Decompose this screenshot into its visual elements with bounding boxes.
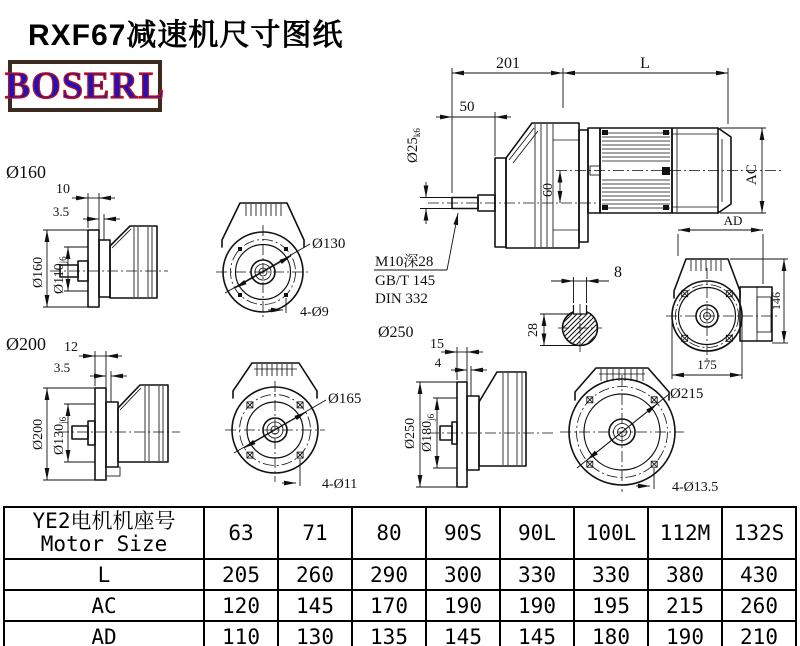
motor-size-label-en: Motor Size [40,532,168,556]
table-cell: 190 [500,590,574,621]
dim-flange160-od: Ø160 [31,256,46,288]
table-cell: 380 [648,559,722,590]
dim-bolt-circle-130: Ø130 [312,236,346,252]
flange160-side-view [6,162,168,307]
table-cell: 290 [352,559,426,590]
flange160-label: Ø160 [6,162,46,182]
table-cell: 205 [204,559,278,590]
thread-notes [374,213,458,307]
size-col-90s: 90S [426,507,500,559]
table-cell: 195 [574,590,648,621]
dim-L: L [640,55,650,72]
dim-flange160-spigot: $Ø110_{j6}$ [52,256,68,294]
dim-key-width: 8 [614,264,622,281]
dim-flange250-step: 4 [434,355,442,370]
dim-flange200-od: Ø200 [31,418,46,450]
flange250-side-view [378,324,556,487]
flange200-side-view [6,334,180,480]
table-row-AC [4,590,796,621]
motor-size-header [4,507,204,559]
motor-size-label-cn: YE2电机机座号 [32,508,176,533]
dim-flange250-od: Ø250 [403,417,418,449]
motor-front-view [666,213,788,379]
dim-axis-offset: 60 [541,183,556,197]
table-cell: 300 [426,559,500,590]
size-col-80: 80 [352,507,426,559]
dim-AD: AD [723,213,743,228]
table-cell: 430 [722,559,796,590]
dim-50: 50 [459,99,475,115]
size-col-112m: 112M [648,507,722,559]
size-col-132s: 132S [722,507,796,559]
dimension-table [3,506,797,646]
dim-flange200-spigot: $Ø130_{j6}$ [52,416,68,455]
table-cell: 260 [278,559,352,590]
table-header-row [4,507,796,559]
size-col-63: 63 [204,507,278,559]
table-cell: 180 [574,621,648,646]
table-cell: 330 [574,559,648,590]
table-cell: 190 [426,590,500,621]
table-cell: 330 [500,559,574,590]
dim-flange250-thickness: 15 [430,337,444,352]
flange200-label: Ø200 [6,334,46,354]
dim-holes-4d11: 4-Ø11 [322,477,358,492]
size-col-90l: 90L [500,507,574,559]
logo-text: BOSERL [4,65,166,107]
dim-flange200-step: 3.5 [53,360,71,375]
note-din-standard: DIN 332 [375,291,428,307]
front-view-130 [216,203,345,320]
dim-bolt-circle-215: Ø215 [670,386,704,402]
dim-holes-4d9: 4-Ø9 [300,305,329,320]
row-label-AD: AD [4,621,204,646]
dim-flange200-thickness: 12 [64,340,78,355]
note-gb-standard: GB/T 145 [375,273,436,289]
flange250-label: Ø250 [378,324,414,341]
dim-flange160-thickness: 10 [56,182,70,197]
page-title: RXF67减速机尺寸图纸 [28,19,344,52]
dim-AC: AC [744,164,760,185]
table-row-AD [4,621,796,646]
dim-shaft-dia: $Ø25_{k6}$ [405,128,422,163]
table-cell: 260 [722,590,796,621]
row-label-AC: AC [4,590,204,621]
table-row-L [4,559,796,590]
table-cell: 190 [648,621,722,646]
size-col-71: 71 [278,507,352,559]
note-tapped-hole: M10深28 [375,254,434,270]
front-view-215 [560,368,718,495]
shaft-key-section [526,264,631,352]
table-cell: 130 [278,621,352,646]
table-cell: 170 [352,590,426,621]
front-view-165 [225,363,361,492]
dim-holes-4d135: 4-Ø13.5 [672,480,719,495]
dim-flange160-step: 3.5 [52,204,70,219]
dim-175: 175 [697,357,717,372]
row-label-L: L [4,559,204,590]
table-cell: 215 [648,590,722,621]
table-cell: 120 [204,590,278,621]
table-cell: 145 [278,590,352,621]
size-col-100l: 100L [574,507,648,559]
dim-201: 201 [496,55,520,72]
table-cell: 110 [204,621,278,646]
dim-flange250-spigot: $Ø180_{j6}$ [420,413,436,452]
table-cell: 145 [500,621,574,646]
dim-146: 146 [769,292,783,310]
table-cell: 145 [426,621,500,646]
dim-key-height: 28 [526,323,541,337]
table-cell: 135 [352,621,426,646]
table-cell: 210 [722,621,796,646]
dim-bolt-circle-165: Ø165 [328,391,362,407]
